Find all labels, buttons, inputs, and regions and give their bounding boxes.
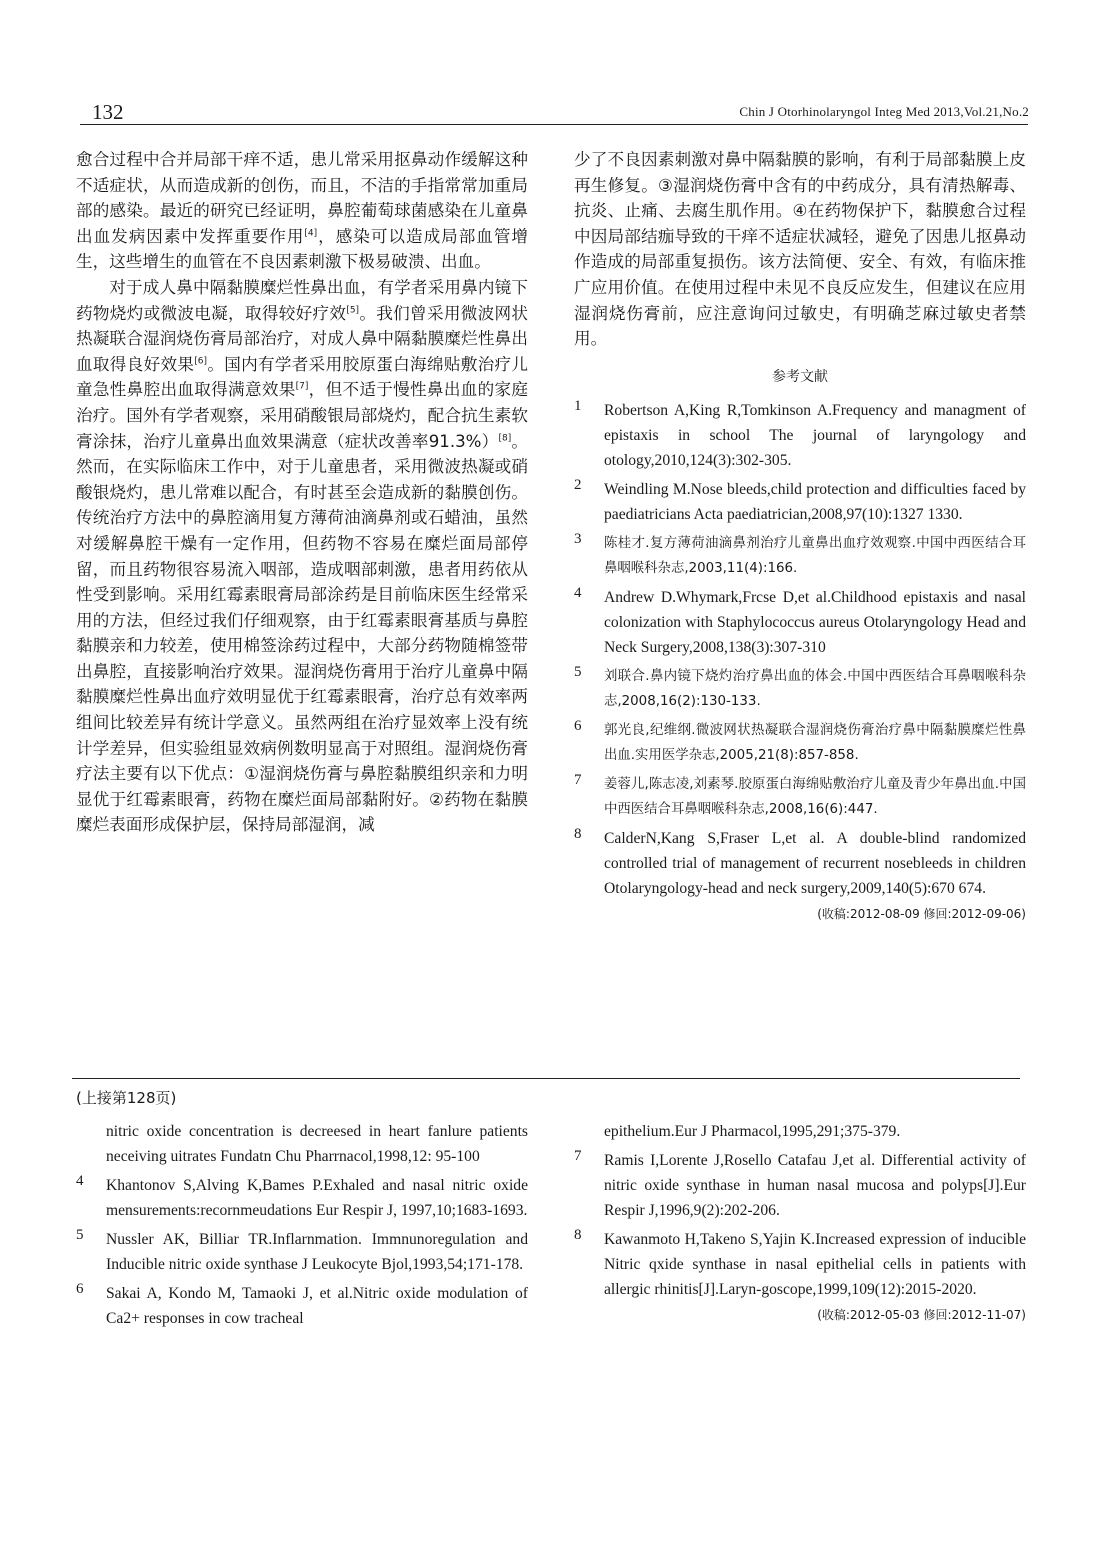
text-run: 。然而，在实际临床工作中，对于儿童患者，采用微波热凝或硝酸银烧灼，患儿常难以配合，有时甚至会造成新的黏膜创伤。传统治疗方法中的鼻腔滴用复方薄荷油滴鼻剂或石蜡油，虽然对缓解鼻腔干燥有一定作用，但药物不容易在糜烂面局部停留，而且药物很容易流入咽部，造成咽部刺激，患者用药依从性受到影响。采用红霉素眼膏局部涂药是目前临床医生经常采用的方法，但经过我们仔细观察，由于红霉素眼膏基质与鼻腔黏膜亲和力较差，使用棉签涂药过程中，大部分药物随棉签带出鼻腔，直接影响治疗效果。湿润烧伤膏用于治疗儿童鼻中隔黏膜糜烂性鼻出血疗效明显优于红霉素眼膏，治疗总有效率两组间比较差异有统计学意义。虽然两组在治疗显效率上没有统计学差异，但实验组显效病例数明显高于对照组。湿润烧伤膏疗法主要有以下优点：①湿润烧伤膏与鼻腔黏膜组织亲和力明显优于红霉素眼膏，药物在糜烂面局部黏附好。②药物在黏膜糜烂表面形成保护层，保持局部湿润，减 (76, 431, 528, 835)
text-run: 。国内有学者采用胶原蛋白海绵贴敷治疗儿童急性鼻腔出血取得满意效果 (76, 354, 529, 400)
paragraph: 少了不良因素刺激对鼻中隔黏膜的影响，有利于局部黏膜上皮再生修复。③湿润烧伤膏中含有的中药成分，具有清热解毒、抗炎、止痛、去腐生肌作用。④在药物保护下，黏膜愈合过程中因局部结痂导致的干痒不适症状减轻，避免了因患儿抠鼻动作造成的局部重复损伤。该方法简便、安全、有效，有临床推广应用价值。在使用过程中未见不良反应发生，但建议在应用湿润烧伤膏前，应注意询问过敏史，有明确芝麻过敏史者禁用。 (574, 150, 1026, 349)
reference-text: 刘联合.鼻内镜下烧灼治疗鼻出血的体会.中国中西医结合耳鼻咽喉科杂志,2008,16(2):130-133. (604, 668, 1026, 709)
citation: [6] (194, 356, 208, 367)
text-run: ，但不适于慢性鼻出血的家庭治疗。国外有学者观察，采用硝酸银局部烧灼，配合抗生素软膏涂抹，治疗儿童鼻出血效果满意（症状改善率91.3%） (76, 380, 528, 451)
reference-item (574, 477, 1026, 527)
reference-item (76, 1281, 528, 1331)
reference-text: nitric oxide concentration is decreesed in heart fanlure patients neceiving uitrates Fundatn Chu Pharrnacol,1998,12: 95-100 (106, 1123, 528, 1165)
reference-list (574, 398, 1026, 901)
paragraph (76, 275, 528, 838)
reference-text: Andrew D.Whymark,Frcse D,et al.Childhood epistaxis and nasal colonization with Staphylococcus aureus Otolaryngology Head and Neck Surgery,2008,138(3):307-310 (604, 588, 1026, 656)
reference-number: 5 (76, 1227, 84, 1243)
text-run: 愈合过程中合并局部干痒不适，患儿常采用抠鼻动作缓解这种不适症状，从而造成新的创伤，而且，不洁的手指常常加重局部的感染。最近的研究已经证明，鼻腔葡萄球菌感染在儿童鼻出血发病因素中发挥重要作用 (76, 150, 528, 246)
reference-list (574, 1119, 1026, 1302)
reference-text: Weindling M.Nose bleeds,child protection and difficulties faced by paediatricians Acta paediatrician,2008,97(10):1327 1330. (604, 480, 1026, 523)
left-column (76, 147, 528, 838)
reference-number: 3 (574, 530, 582, 547)
reference-number: 5 (574, 663, 582, 680)
reference-number: 7 (574, 1148, 582, 1164)
reference-number: 4 (76, 1173, 84, 1189)
reference-item (574, 718, 1026, 768)
citation: [4] (304, 228, 318, 239)
section-divider (72, 1078, 1020, 1079)
reference-item (574, 664, 1026, 714)
reference-item (574, 398, 1026, 473)
reference-text: Khantonov S,Alving K,Bames P.Exhaled and nasal nitric oxide mensurements:recornmeudations Eur Respir J, 1997,10;1683-1693. (106, 1177, 528, 1219)
citation: [7] (295, 381, 309, 392)
citation: [8] (498, 433, 512, 443)
references-heading: 参考文献 (772, 368, 828, 385)
page-number: 132 (92, 100, 124, 124)
reference-item (76, 1173, 528, 1223)
reference-text: epithelium.Eur J Pharmacol,1995,291;375-379. (604, 1123, 901, 1140)
header-rule (80, 124, 1028, 125)
reference-number: 8 (574, 825, 582, 842)
reference-text: 郭光良,纪维纲.微波网状热凝联合湿润烧伤膏治疗鼻中隔黏膜糜烂性鼻出血.实用医学杂志,2005,21(8):857-858. (604, 722, 1026, 763)
reference-number: 4 (574, 584, 582, 601)
reference-text: CalderN,Kang S,Fraser L,et al. A double-blind randomized controlled trial of management of recurrent nosebleeds in children Otolaryngology-head and neck surgery,2009,140(5):670 674. (604, 829, 1026, 897)
paragraph (76, 147, 528, 275)
reference-number: 8 (574, 1227, 582, 1243)
reference-item (574, 826, 1026, 901)
continuation-right-column (574, 1119, 1026, 1323)
reference-number (76, 1119, 106, 1169)
reference-text: Nussler AK, Billiar TR.Inflarnmation. Immnunoregulation and Inducible nitric oxide synthase J Leukocyte Bjol,1993,54;171-178. (106, 1231, 528, 1273)
reference-number: 6 (76, 1281, 84, 1297)
right-column (574, 147, 1026, 922)
continuation-label: (上接第128页) (76, 1089, 177, 1107)
reference-item (574, 1119, 1026, 1144)
text-run: 。我们曾采用微波网状热凝联合湿润烧伤膏局部治疗，对成人鼻中隔黏膜糜烂性鼻出血取得良好效果 (76, 303, 529, 374)
reference-text: Robertson A,King R,Tomkinson A.Frequency and managment of epistaxis in school The journal of laryngology and otology,2010,124(3):302-305. (604, 401, 1026, 469)
text-run: 对于成人鼻中隔黏膜糜烂性鼻出血，有学者采用鼻内镜下药物烧灼或微波电凝，取得较好疗效 (76, 277, 528, 323)
reference-number: 2 (574, 476, 582, 493)
reference-item (574, 585, 1026, 660)
reference-text: 姜蓉儿,陈志凌,刘素琴.胶原蛋白海绵贴敷治疗儿童及青少年鼻出血.中国中西医结合耳鼻咽喉科杂志,2008,16(6):447. (604, 776, 1026, 817)
reference-number: 6 (574, 717, 582, 734)
reference-text: 陈桂才.复方薄荷油滴鼻剂治疗儿童鼻出血疗效观察.中国中西医结合耳鼻咽喉科杂志,2003,11(4):166. (604, 535, 1026, 576)
reference-number: 1 (574, 397, 582, 414)
reference-item (76, 1119, 528, 1169)
text-run: ，感染可以造成局部血管增生，这些增生的血管在不良因素刺激下极易破溃、出血。 (76, 226, 529, 272)
received-date: (收稿:2012-08-09 修回:2012-09-06) (817, 906, 1026, 921)
reference-item (574, 531, 1026, 581)
citation: [5] (346, 305, 360, 316)
reference-text: Ramis I,Lorente J,Rosello Catafau J,et al. Differential activity of nitric oxide synthase in human nasal mucosa and polyps[J].Eur Respir J,1996,9(2):202-206. (604, 1152, 1026, 1219)
reference-number: 7 (574, 771, 582, 788)
reference-number (574, 1119, 604, 1144)
reference-item (574, 772, 1026, 822)
continuation-left-column (76, 1119, 528, 1335)
reference-list (76, 1119, 528, 1331)
reference-item (574, 1227, 1026, 1302)
reference-item (76, 1227, 528, 1277)
journal-header: Chin J Otorhinolaryngol Integ Med 2013,Vol.21,No.2 (739, 104, 1029, 119)
reference-text: Sakai A, Kondo M, Tamaoki J, et al.Nitric oxide modulation of Ca2+ responses in cow tracheal (106, 1285, 528, 1327)
reference-item (574, 1148, 1026, 1223)
reference-text: Kawanmoto H,Takeno S,Yajin K.Increased expression of inducible Nitric qxide synthase in nasal epithelial cells in patients with allergic rhinitis[J].Laryn-goscope,1999,109(12):2015-2020. (604, 1231, 1026, 1298)
received-date: (收稿:2012-05-03 修回:2012-11-07) (817, 1308, 1026, 1322)
